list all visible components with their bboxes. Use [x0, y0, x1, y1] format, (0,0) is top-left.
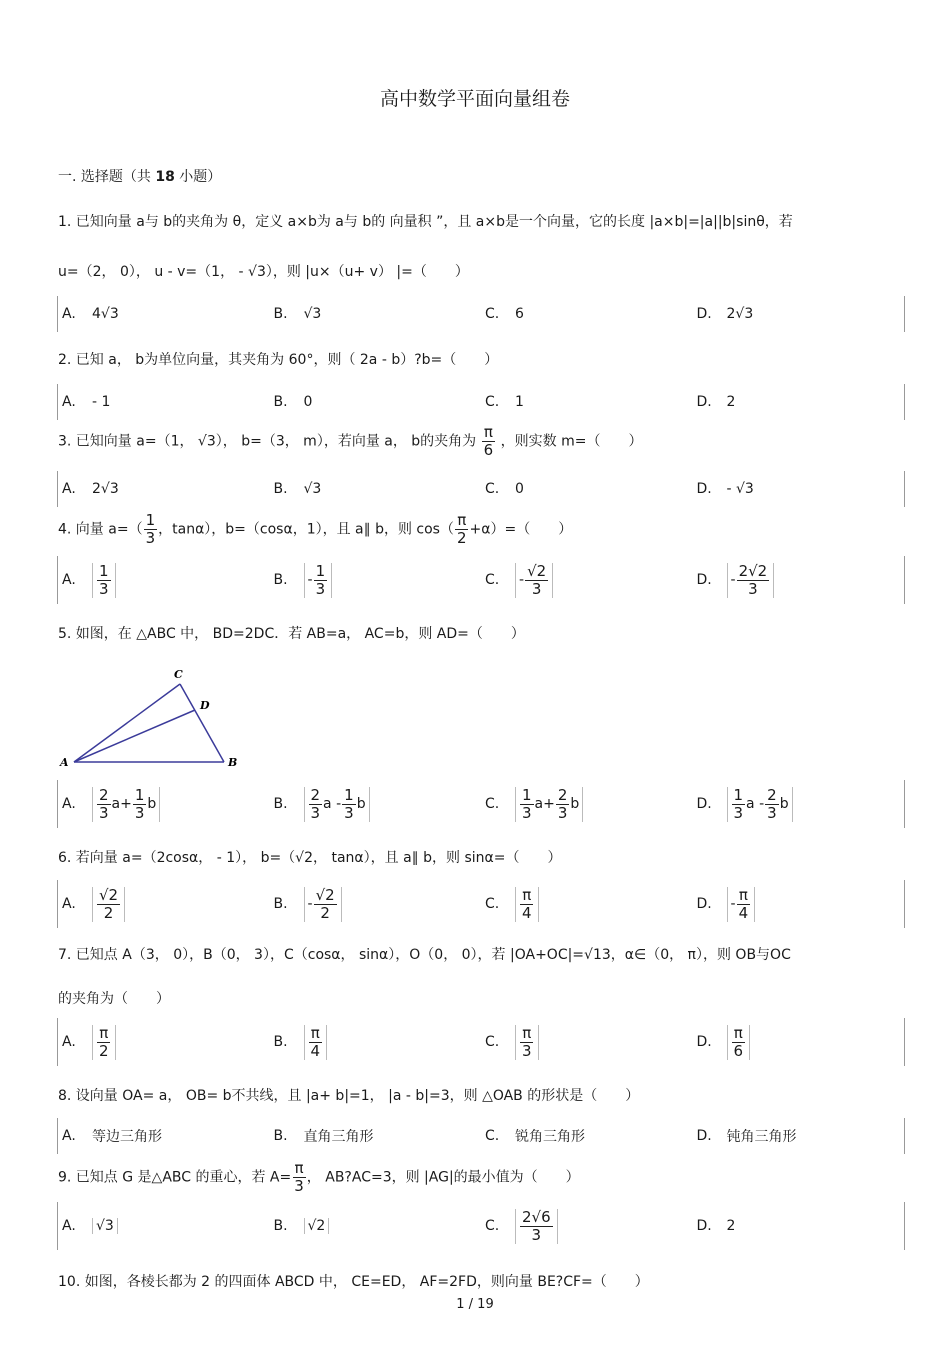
option-value: 6 [515, 306, 524, 322]
option-value [304, 887, 342, 922]
option-b[interactable] [270, 1118, 482, 1154]
question-3-options [57, 471, 905, 507]
option-c[interactable] [481, 880, 693, 928]
option-b[interactable] [270, 1202, 482, 1250]
question-6: 6. 若向量 a=（2cosα， - 1）， b=（√2， tanα），且 a∥ b，则 sinα=（ ） [58, 850, 562, 866]
fraction-denominator: 3 [522, 803, 532, 822]
option-d[interactable] [693, 556, 905, 604]
fraction-numerator: √2 [99, 885, 119, 904]
option-value [304, 787, 370, 822]
fraction-numerator: 1 [344, 785, 354, 804]
option-label: A. [62, 1128, 76, 1144]
vector-symbol: b [570, 796, 580, 812]
option-value [92, 563, 116, 598]
fraction-numerator: 1 [99, 561, 109, 580]
fraction-numerator: 2 [310, 785, 321, 804]
fraction-denominator: 2 [320, 903, 330, 922]
option-label: B. [273, 306, 288, 322]
section-suffix: 小题） [179, 169, 222, 185]
fraction-numerator: π [733, 1023, 743, 1042]
option-c[interactable] [481, 1018, 693, 1066]
question-9 [58, 1160, 580, 1195]
fraction-denominator: 3 [294, 1177, 304, 1195]
option-value: √3 [92, 1218, 118, 1234]
fraction-denominator: 3 [522, 1041, 532, 1060]
option-c[interactable] [481, 556, 693, 604]
option-d[interactable] [693, 780, 905, 828]
edge-cb [180, 684, 224, 762]
option-b[interactable] [270, 296, 482, 332]
option-value [304, 563, 333, 598]
question-6-options [57, 880, 905, 928]
option-label: A. [62, 1218, 76, 1234]
option-value [727, 1025, 751, 1060]
option-value: √3 [303, 481, 322, 497]
option-d[interactable] [693, 1018, 905, 1066]
option-value: 2 [726, 394, 736, 410]
question-1-options [57, 296, 905, 332]
option-label: C. [485, 572, 500, 588]
fraction-numerator: 1 [145, 511, 156, 529]
option-c[interactable] [481, 296, 693, 332]
fraction [144, 512, 158, 547]
question-4-text-b: ，tanα），b=（cosα，1），且 a∥ b，则 cos（ [158, 521, 454, 538]
fraction-numerator: π [522, 885, 532, 904]
option-label: C. [485, 394, 500, 410]
question-3 [58, 424, 642, 459]
fraction-denominator: 4 [738, 903, 749, 922]
option-value: 直角三角形 [303, 1129, 374, 1145]
question-5-options [57, 780, 905, 828]
option-a[interactable] [58, 296, 270, 332]
question-7-line-2: 的夹角为（ ） [58, 991, 170, 1007]
fraction [292, 1160, 306, 1195]
option-c[interactable] [481, 471, 693, 507]
fraction-numerator: 2√2 [738, 561, 768, 580]
option-value [515, 787, 583, 822]
option-label: C. [485, 1034, 500, 1050]
option-a[interactable] [58, 384, 270, 420]
question-8-options [57, 1118, 905, 1154]
option-label: C. [485, 306, 500, 322]
question-3-text-a: 3. 已知向量 a=（1， √3）， b=（3， m），若向量 a， b的夹角为 [58, 433, 477, 450]
option-label: A. [62, 481, 76, 497]
fraction-denominator: 4 [522, 903, 532, 922]
question-4-text-c: +α）=（ ） [469, 521, 573, 538]
vector-symbol: b [356, 796, 366, 812]
fraction-numerator: π [310, 1023, 320, 1042]
fraction-denominator: 3 [531, 1225, 542, 1244]
fraction-numerator: 2√6 [522, 1207, 551, 1226]
option-a[interactable] [58, 1118, 270, 1154]
option-label: B. [273, 1128, 288, 1144]
option-value [515, 563, 553, 598]
option-c[interactable] [481, 1118, 693, 1154]
question-7-options [57, 1018, 905, 1066]
option-label: A. [62, 394, 76, 410]
question-4-options [57, 556, 905, 604]
option-a[interactable] [58, 556, 270, 604]
fraction [482, 424, 496, 459]
fraction-numerator: π [457, 511, 467, 529]
question-2-options [57, 384, 905, 420]
fraction-denominator: 3 [733, 803, 744, 822]
operator: a+ [534, 796, 555, 812]
option-b[interactable] [270, 556, 482, 604]
sign: - [730, 572, 736, 588]
question-7-line-1: 7. 已知点 A（3， 0），B（0， 3），C（cosα， sinα），O（0， 0），若 |OA+OC|=√13，α∈（0， π），则 OB与OC [58, 947, 791, 963]
option-a[interactable] [58, 1202, 270, 1250]
option-value [92, 787, 160, 822]
page-title: 高中数学平面向量组卷 [379, 88, 570, 110]
operator: a+ [111, 796, 132, 812]
option-c[interactable] [481, 1202, 693, 1250]
option-value [515, 1209, 558, 1244]
option-b[interactable] [270, 384, 482, 420]
option-a[interactable] [58, 1018, 270, 1066]
fraction-denominator: 3 [310, 803, 321, 822]
fraction-numerator: √2 [527, 561, 547, 580]
section-heading [58, 166, 221, 186]
option-label: B. [273, 481, 288, 497]
fraction-numerator: 1 [522, 785, 532, 804]
question-10: 10. 如图，各棱长都为 2 的四面体 ABCD 中， CE=ED， AF=2FD，则向量 BE?CF=（ ） [58, 1274, 649, 1290]
option-a[interactable] [58, 780, 270, 828]
fraction-numerator: 1 [315, 561, 326, 580]
option-value [515, 887, 539, 922]
option-label: B. [273, 572, 288, 588]
fraction-numerator: π [294, 1159, 304, 1177]
option-value: 1 [515, 394, 524, 410]
option-b[interactable] [270, 1018, 482, 1066]
vertex-label-c: C [174, 668, 183, 681]
option-label: C. [485, 1218, 500, 1234]
fraction-denominator: 3 [767, 803, 777, 822]
option-label: C. [485, 481, 500, 497]
question-9-text-a: 9. 已知点 G 是△ABC 的重心，若 A= [58, 1169, 292, 1186]
section-prefix: 一. 选择题（共 [58, 169, 151, 185]
fraction-denominator: 2 [456, 529, 467, 547]
fraction-numerator: π [99, 1023, 109, 1042]
option-label: D. [696, 306, 712, 322]
option-label: B. [273, 896, 288, 912]
operator: a - [323, 796, 342, 812]
option-label: D. [696, 896, 712, 912]
option-label: B. [273, 1218, 288, 1234]
option-value: - 1 [92, 394, 111, 410]
sign: - [519, 572, 525, 588]
fraction-numerator: √2 [315, 885, 335, 904]
fraction-denominator: 2 [103, 903, 114, 922]
fraction-numerator: π [738, 885, 748, 904]
option-value: √3 [303, 306, 322, 322]
option-value [727, 887, 756, 922]
option-label: D. [696, 1128, 712, 1144]
sign: - [730, 896, 736, 912]
question-8: 8. 设向量 OA= a， OB= b不共线，且 |a+ b|=1， |a - b|=3，则 △OAB 的形状是（ ） [58, 1088, 640, 1104]
fraction-numerator: π [483, 423, 493, 441]
option-value: 2√3 [92, 481, 119, 497]
option-value [727, 787, 793, 822]
option-c[interactable] [481, 384, 693, 420]
fraction-numerator: 1 [733, 785, 744, 804]
option-value [727, 563, 775, 598]
option-value [515, 1025, 539, 1060]
option-value: 0 [515, 481, 524, 497]
fraction-denominator: 3 [315, 579, 326, 598]
fraction-denominator: 6 [483, 441, 494, 459]
option-label: C. [485, 896, 500, 912]
option-label: D. [696, 481, 712, 497]
option-label: D. [696, 394, 712, 410]
option-label: A. [62, 1034, 76, 1050]
option-label: A. [62, 796, 76, 812]
option-value: √2 [304, 1218, 330, 1234]
question-9-options [57, 1202, 905, 1250]
option-value: 2√3 [726, 306, 754, 322]
option-a[interactable] [58, 880, 270, 928]
question-1-line-2: u=（2， 0）， u - v=（1， - √3），则 |u×（u+ v） |=（ ） [58, 264, 469, 280]
fraction-denominator: 3 [134, 803, 145, 822]
option-value: 钝角三角形 [726, 1129, 797, 1145]
triangle-figure [56, 662, 256, 772]
option-b[interactable] [270, 880, 482, 928]
page-number: 1 / 19 [456, 1297, 494, 1312]
option-value: 锐角三角形 [515, 1129, 585, 1145]
fraction-denominator: 4 [310, 1041, 321, 1060]
fraction-denominator: 3 [99, 803, 109, 822]
fraction [455, 512, 469, 547]
question-3-text-b: ，则实数 m=（ ） [500, 433, 643, 450]
question-2: 2. 已知 a， b为单位向量，其夹角为 60°，则（ 2a - b）?b=（ ） [58, 352, 499, 368]
fraction-denominator: 2 [99, 1041, 109, 1060]
option-label: B. [273, 796, 288, 812]
option-value: 0 [303, 394, 313, 410]
question-1-line-1: 1. 已知向量 a与 b的夹角为 θ，定义 a×b为 a与 b的 向量积 ”，且 a×b是一个向量，它的长度 |a×b|=|a||b|sinθ，若 [58, 214, 793, 230]
sign: - [307, 896, 313, 912]
vertex-label-b: B [228, 756, 238, 769]
fraction-denominator: 3 [531, 579, 542, 598]
fraction-denominator: 3 [748, 579, 758, 598]
option-label: D. [696, 1218, 712, 1234]
option-d[interactable] [693, 1118, 905, 1154]
vector-symbol: b [779, 796, 789, 812]
question-5: 5. 如图，在 △ABC 中， BD=2DC．若 AB=a， AC=b，则 AD=（ ） [58, 626, 525, 642]
option-a[interactable] [58, 471, 270, 507]
option-label: D. [696, 1034, 712, 1050]
sign: - [307, 572, 313, 588]
option-value: - √3 [726, 481, 754, 497]
option-label: B. [273, 1034, 288, 1050]
fraction-denominator: 3 [145, 529, 156, 547]
option-value: 2 [726, 1218, 736, 1234]
option-value: 4√3 [92, 306, 119, 322]
question-9-text-b: ， AB?AC=3，则 |AG|的最小值为（ ） [306, 1169, 580, 1186]
option-label: C. [485, 796, 500, 812]
option-value: 等边三角形 [92, 1129, 162, 1145]
fraction-numerator: 1 [134, 785, 145, 804]
question-4-text-a: 4. 向量 a=（ [58, 521, 143, 538]
fraction-numerator: π [522, 1023, 532, 1042]
option-value [92, 887, 125, 922]
option-label: B. [273, 394, 288, 410]
option-d[interactable] [693, 296, 905, 332]
vertex-label-a: A [60, 756, 69, 769]
operator: a - [746, 796, 765, 812]
option-value [304, 1025, 328, 1060]
fraction-numerator: 2 [767, 785, 777, 804]
fraction-denominator: 3 [557, 803, 568, 822]
vector-symbol: b [147, 796, 157, 812]
vertex-label-d: D [200, 699, 210, 712]
fraction-numerator: 2 [99, 785, 109, 804]
option-c[interactable] [481, 780, 693, 828]
option-label: D. [696, 796, 712, 812]
option-d[interactable] [693, 880, 905, 928]
fraction-numerator: 2 [557, 785, 568, 804]
fraction-denominator: 3 [344, 803, 354, 822]
option-label: D. [696, 572, 712, 588]
option-b[interactable] [270, 471, 482, 507]
option-label: A. [62, 306, 76, 322]
option-d[interactable] [693, 384, 905, 420]
option-label: A. [62, 896, 76, 912]
option-value [92, 1025, 116, 1060]
option-label: C. [485, 1128, 500, 1144]
option-d[interactable] [693, 471, 905, 507]
fraction-denominator: 3 [99, 579, 109, 598]
option-d[interactable] [693, 1202, 905, 1250]
option-b[interactable] [270, 780, 482, 828]
fraction-denominator: 6 [733, 1041, 744, 1060]
option-label: A. [62, 572, 76, 588]
question-4 [58, 512, 572, 547]
section-count: 18 [155, 169, 175, 185]
